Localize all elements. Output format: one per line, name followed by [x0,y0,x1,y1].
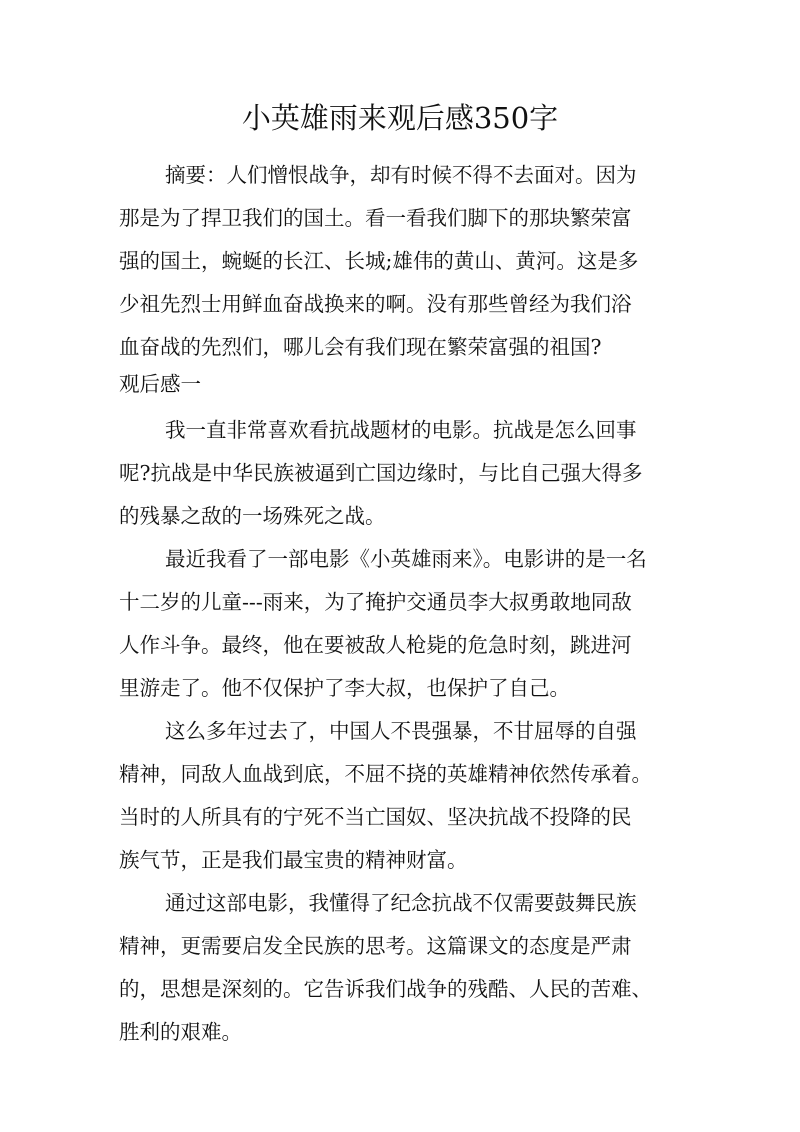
text-line: 十二岁的儿童---雨来，为了掩护交通员李大叔勇敢地同敌 [119,590,632,614]
document-title: 小英雄雨来观后感350字 [241,101,559,135]
text-line: 我一直非常喜欢看抗战题材的电影。抗战是怎么回事 [165,418,637,442]
text-line: 族气节，正是我们最宝贵的精神财富。 [119,848,468,872]
paragraph [119,409,699,538]
text-line: 那是为了捍卫我们的国土。看一看我们脚下的那块繁荣富 [119,206,632,230]
text-line: 这么多年过去了，中国人不畏强暴，不甘屈辱的自强 [165,719,637,743]
text-line: 胜利的艰难。 [119,1020,242,1044]
text-line: 呢?抗战是中华民族被逼到亡国边缘时，与比自己强大得多 [119,461,643,485]
text-line: 摘要：人们憎恨战争，却有时候不得不去面对。因为 [165,163,637,187]
text-line: 精神，同敌人血战到底，不屈不挠的英雄精神依然传承着。 [119,762,652,786]
text-line: 精神，更需要启发全民族的思考。这篇课文的态度是严肃 [119,934,632,958]
text-line: 的残暴之敌的一场殊死之战。 [119,504,386,528]
paragraph [119,882,699,1054]
text-line: 通过这部电影，我懂得了纪念抗战不仅需要鼓舞民族 [165,891,637,915]
text-line: 最近我看了一部电影《小英雄雨来》。电影讲的是一名 [165,547,647,571]
section-heading: 观后感一 [119,372,201,396]
paragraph [119,538,699,710]
text-line: 的，思想是深刻的。它告诉我们战争的残酷、人民的苦难、 [119,977,652,1001]
document-body [119,154,699,1054]
text-line: 当时的人所具有的宁死不当亡国奴、坚决抗战不投降的民 [119,805,632,829]
paragraph [119,710,699,882]
text-line: 少祖先烈士用鲜血奋战换来的啊。没有那些曾经为我们浴 [119,292,632,316]
text-line: 人作斗争。最终，他在要被敌人枪毙的危急时刻，跳进河 [119,633,632,657]
abstract-paragraph [119,154,699,369]
text-line: 强的国土，蜿蜒的长江、长城;雄伟的黄山、黄河。这是多 [119,249,639,273]
text-line: 血奋战的先烈们，哪儿会有我们现在繁荣富强的祖国? [119,335,602,359]
text-line: 里游走了。他不仅保护了李大叔，也保护了自己。 [119,676,570,700]
